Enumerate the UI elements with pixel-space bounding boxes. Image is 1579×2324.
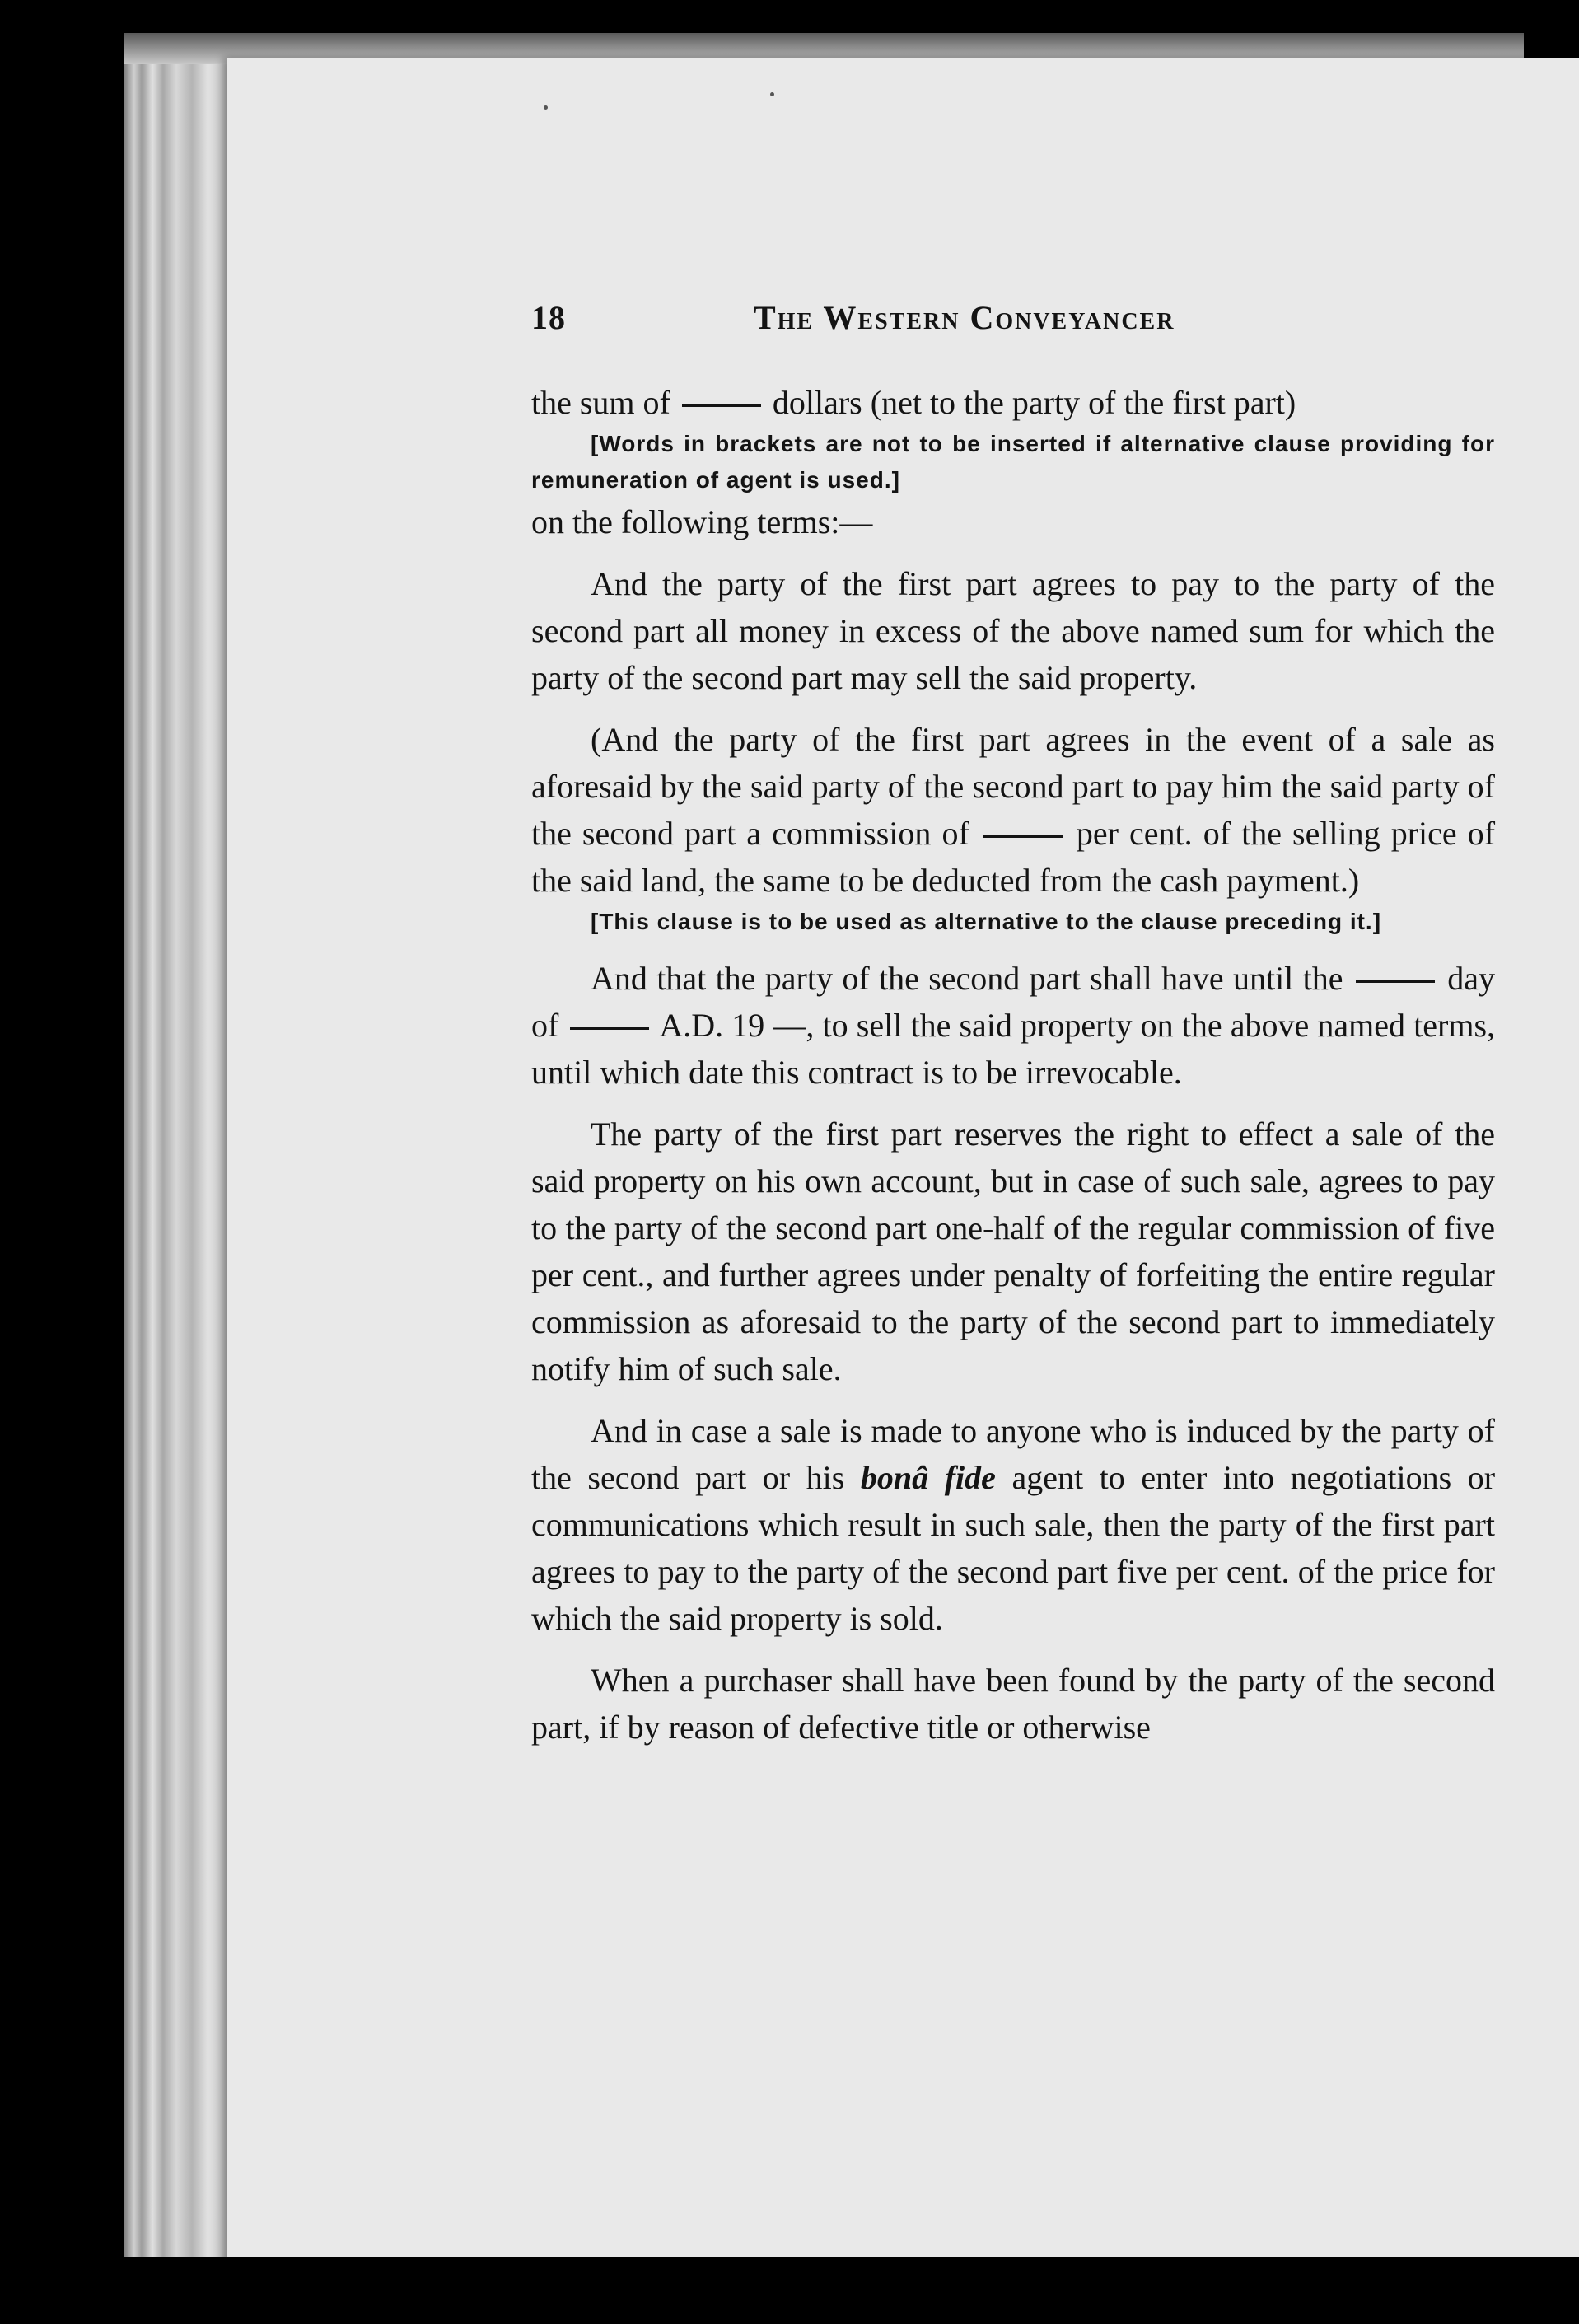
text-run: And that the party of the second part shall have until the	[591, 960, 1343, 997]
text-run: the sum of	[531, 384, 670, 421]
italic-term: bonâ fide	[860, 1459, 996, 1496]
text-run: (And the party of the first part agrees in the event of a sale as aforesaid by the said party of the second part to pay him the said party of the second part a commission of	[531, 721, 1495, 852]
text-run: And in case a sale is made to anyone who is induced by the party of the second part or his	[531, 1412, 1495, 1496]
text-run: dollars (net to the party of the first part)	[772, 384, 1296, 421]
blank-dash	[983, 835, 1063, 838]
paragraph-sum	[531, 379, 1495, 426]
blank-dash	[570, 1027, 649, 1030]
text-run: agent to enter into negotiations or communications which result in such sale, then the party of the first part agrees to pay to the party of the second part five per cent. of the price for which the said property is sold.	[531, 1459, 1496, 1637]
paragraph-commission	[531, 716, 1495, 904]
paper-speck	[770, 92, 774, 96]
page-number: 18	[531, 299, 566, 336]
text-run: A.D. 19 —, to sell the said property on the above named terms, until which date this contract is to be irrevocable.	[531, 1007, 1496, 1091]
blank-dash	[682, 404, 761, 407]
bracket-note-1: [Words in brackets are not to be inserted if alternative clause providing for remuneration of agent is used.]	[531, 431, 1495, 493]
page-header	[531, 298, 1495, 348]
page-bottom-shadow	[124, 2257, 1579, 2324]
paragraph-purchaser: When a purchaser shall have been found by the party of the second part, if by reason of defective title or otherwise	[531, 1662, 1495, 1746]
paragraph-induced-sale	[531, 1407, 1495, 1642]
paragraph-until-date	[531, 955, 1495, 1096]
paragraph-excess: And the party of the first part agrees to pay to the party of the second part all money in excess of the above named sum for which the party of the second part may sell the said property.	[531, 565, 1495, 696]
text-run: per cent. of the selling price of the said land, the same to be deducted from the cash payment.)	[531, 815, 1496, 899]
blank-dash	[1356, 980, 1435, 983]
paragraph-terms: on the following terms:—	[531, 503, 873, 540]
paragraph-reserves-right: The party of the first part reserves the right to effect a sale of the said property on his own account, but in case of such sale, agrees to pay to the party of the second part one-half of the regular commission of five per cent., and further agrees under penalty of forfeiting the entire regular commission as aforesaid to the party of the second part to immediately notify him of such sale.	[531, 1115, 1495, 1387]
running-head: The Western Conveyancer	[754, 299, 1175, 336]
body-text	[531, 379, 1495, 1751]
text-run: day of	[531, 960, 1496, 1044]
bracket-note-2: [This clause is to be used as alternative to the clause preceding it.]	[591, 909, 1382, 934]
paper-speck	[544, 105, 548, 110]
